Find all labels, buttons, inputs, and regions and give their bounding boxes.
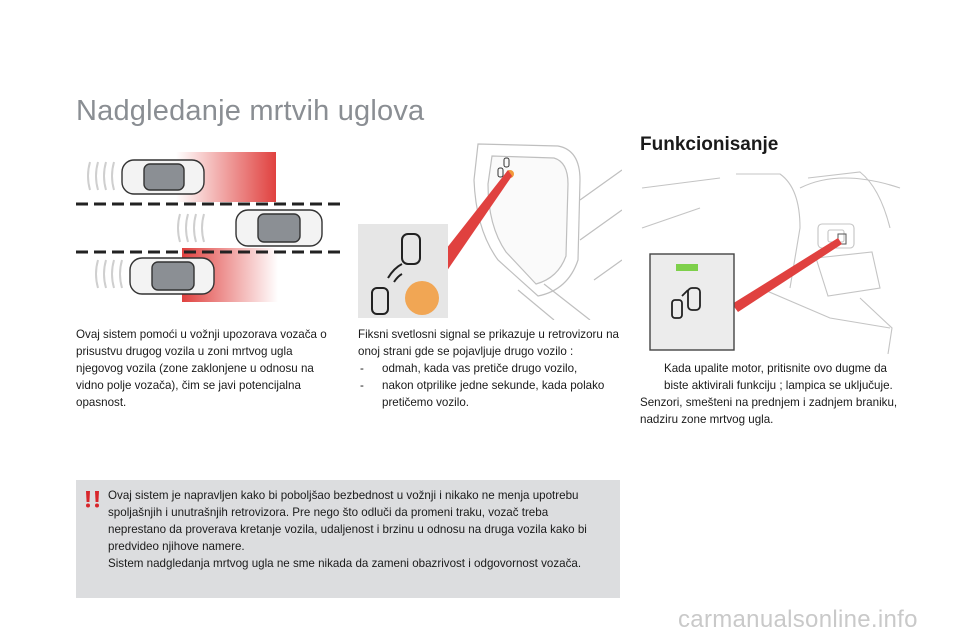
car-lower xyxy=(130,258,214,294)
exclamation-warning-icon xyxy=(83,489,103,509)
car-own xyxy=(236,210,322,246)
signal-description xyxy=(358,326,624,411)
warning-line-2: Sistem nadgledanja mrtvog ugla ne sme nikada da zameni obazrivost i odgovornost vozača. xyxy=(108,557,582,570)
signal-list xyxy=(358,360,624,411)
list-item: - odmah, kada vas pretiče drugo vozilo, xyxy=(360,362,578,375)
operation-note: Senzori, smešteni na prednjem i zadnjem braniku, nadziru zone mrtvog ugla. xyxy=(640,396,898,426)
operation-bullet: Kada upalite motor, pritisnite ovo dugme da biste aktivirali funkciju ; lampica se uključuje. xyxy=(664,362,893,392)
page-title: Nadgledanje mrtvih uglova xyxy=(76,95,425,127)
car-upper xyxy=(122,160,204,194)
operation-heading: Funkcionisanje xyxy=(640,134,779,155)
watermark: carmanualsonline.info xyxy=(678,606,918,633)
signal-intro: Fiksni svetlosni signal se prikazuje u retrovizoru na onoj strani gde se pojavljuje drugo vozilo : xyxy=(358,328,619,358)
dashboard-illustration xyxy=(640,168,902,354)
warning-line-1: Ovaj sistem je napravljen kako bi poboljšao bezbednost u vožnji i nikako ne menja upotrebu spoljašnjih i unutrašnjih retrovizora. Pre nego što odluči da promeni traku, vozač treba neprestano da proverava kretanje vozila, udaljenost i brzinu u odnosu na druga vozila kako bi predvideo njihove namere. xyxy=(108,489,587,553)
red-pointer-2 xyxy=(732,238,842,312)
button-green-lamp xyxy=(676,264,698,271)
intro-paragraph: Ovaj sistem pomoći u vožnji upozorava vozača o prisustvu drugog vozila u zoni mrtvog ugla njegovog vozila (zone zaklonjene u odnosu na vidno polje vozača), čim se javi potencijalna opasnost. xyxy=(76,328,327,409)
blind-spot-illustration xyxy=(76,148,340,308)
signal-orange-light xyxy=(405,281,439,315)
mirror-illustration xyxy=(358,140,622,320)
bullet-dash: - xyxy=(360,362,364,375)
bullet-dash: - xyxy=(360,379,364,392)
warning-text xyxy=(108,487,608,572)
list-item: - nakon otprilike jedne sekunde, kada polako pretičemo vozilo. xyxy=(360,379,605,409)
operation-description xyxy=(640,360,902,428)
